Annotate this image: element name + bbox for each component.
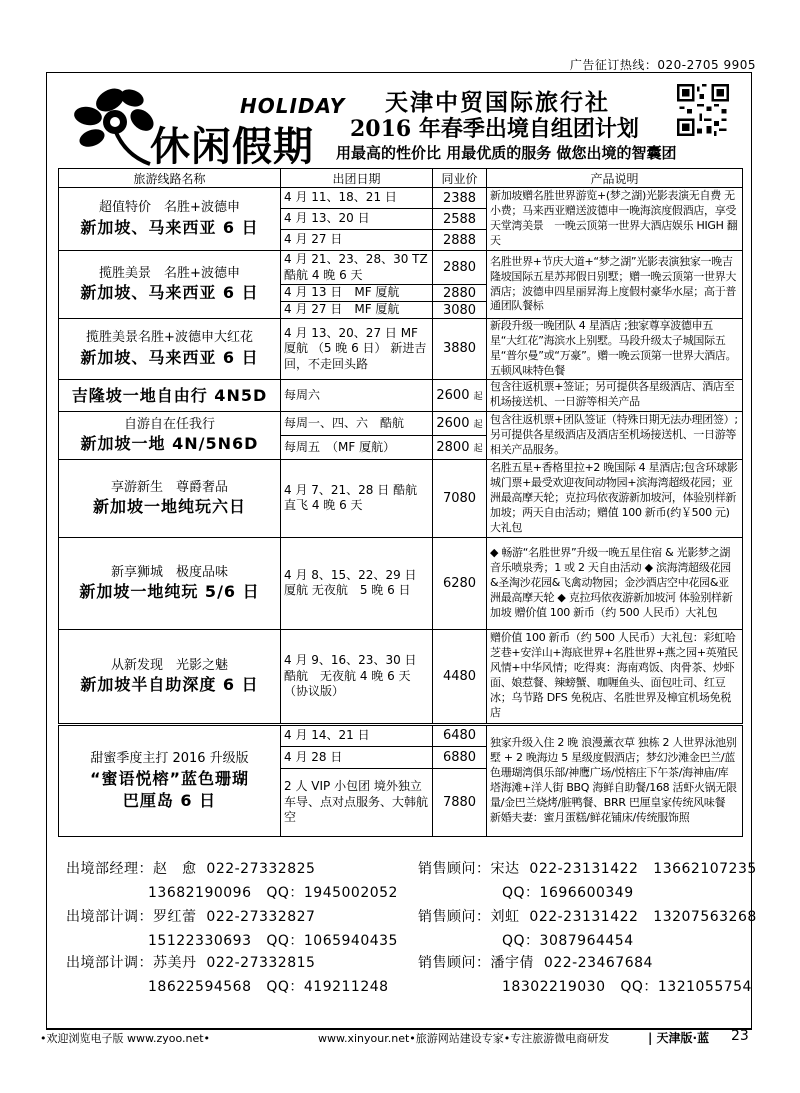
logo-holiday-text: HOLIDAY bbox=[240, 94, 346, 118]
route-title-line2: 巴厘岛 6 日 bbox=[122, 790, 217, 810]
route-title: 新加坡半自助深度 6 日 bbox=[80, 675, 259, 695]
route-title: 新加坡一地纯玩 5/6 日 bbox=[79, 582, 260, 602]
contact-qq: QQ：1065940435 bbox=[266, 933, 398, 949]
price-cell: 6480 bbox=[433, 724, 487, 746]
price-value: 2600 bbox=[436, 387, 470, 403]
route-subtitle: 甜蜜季度主打 2016 升级版 bbox=[90, 751, 249, 767]
page-title: 2016 年春季出境自组团计划 bbox=[350, 116, 639, 142]
contact-line bbox=[148, 882, 398, 902]
footer-edition: | 天津版·蓝 bbox=[648, 1031, 710, 1045]
contact-line bbox=[502, 930, 634, 950]
price-cell: 3080 bbox=[433, 302, 487, 319]
route-subtitle: 揽胜美景 名胜+波德申 bbox=[99, 265, 240, 281]
date-cell: 4 月 21、23、28、30 TZ 酷航 4 晚 6 天 bbox=[281, 251, 433, 285]
route-cell bbox=[59, 459, 281, 537]
contact-name: 罗红蕾 bbox=[153, 909, 197, 925]
contact-line bbox=[148, 930, 398, 950]
footer-divider bbox=[46, 1028, 752, 1029]
price-unit: 起 bbox=[473, 443, 483, 454]
contact-role: 出境部经理： bbox=[66, 861, 153, 877]
contact-qq: QQ：1945002052 bbox=[266, 885, 398, 901]
price-cell: 7080 bbox=[433, 459, 487, 537]
contact-mobile: 13662107235 bbox=[653, 861, 757, 877]
contact-tel: 022-27332815 bbox=[206, 955, 316, 971]
price-cell: 2880 bbox=[433, 251, 487, 285]
route-cell bbox=[59, 724, 281, 836]
footer-website-link[interactable]: •欢迎浏览电子版 www.zyoo.net• bbox=[40, 1032, 211, 1045]
price-cell: 7880 bbox=[433, 768, 487, 836]
route-subtitle: 揽胜美景名胜+波德申大红花 bbox=[86, 330, 253, 346]
route-cell bbox=[59, 537, 281, 629]
route-subtitle: 超值特价 名胜+波德申 bbox=[99, 200, 240, 216]
date-cell: 4 月 28 日 bbox=[281, 746, 433, 768]
slogan: 用最高的性价比 用最优质的服务 做您出境的智囊团 bbox=[336, 144, 677, 162]
header-route: 旅游线路名称 bbox=[59, 169, 281, 188]
date-cell: 4 月 8、15、22、29 日 厦航 无夜航 5 晚 6 日 bbox=[281, 537, 433, 629]
table-row bbox=[59, 188, 743, 209]
date-cell: 4 月 13、20 日 bbox=[281, 209, 433, 230]
contact-role: 销售顾问： bbox=[418, 955, 491, 971]
route-title: 新加坡、马来西亚 6 日 bbox=[80, 217, 259, 237]
contact-tel: 022-27332827 bbox=[206, 909, 316, 925]
table-header-row bbox=[59, 169, 743, 188]
price-value: 2800 bbox=[436, 439, 470, 455]
contact-mobile: 18302219030 bbox=[502, 979, 606, 995]
contact-mobile: 15122330693 bbox=[148, 933, 252, 949]
footer-promo-text: www.xinyour.net•旅游网站建设专家•专注旅游微电商研发 bbox=[318, 1032, 610, 1045]
ad-hotline: 广告征订热线：020-2705 9905 bbox=[569, 58, 756, 72]
contact-line bbox=[418, 858, 757, 878]
contact-mobile: 13682190096 bbox=[148, 885, 252, 901]
route-title: “蜜语悦榕”蓝色珊瑚 bbox=[89, 768, 250, 788]
price-cell: 6280 bbox=[433, 537, 487, 629]
date-cell: 4 月 14、21 日 bbox=[281, 724, 433, 746]
date-cell: 4 月 27 日 bbox=[281, 230, 433, 251]
table-row bbox=[59, 537, 743, 629]
contact-role: 出境部计调： bbox=[66, 909, 153, 925]
date-cell: 每周五 （MF 厦航） bbox=[281, 435, 433, 459]
price-cell bbox=[433, 435, 487, 459]
contact-role: 出境部计调： bbox=[66, 955, 153, 971]
contact-tel: 022-23131422 bbox=[529, 909, 639, 925]
contact-mobile: 18622594568 bbox=[148, 979, 252, 995]
contact-name: 宋达 bbox=[490, 861, 520, 877]
date-cell: 4 月 7、21、28 日 酷航直飞 4 晚 6 天 bbox=[281, 459, 433, 537]
route-cell bbox=[59, 188, 281, 251]
header-price: 同业价 bbox=[433, 169, 487, 188]
route-subtitle: 享游新生 尊爵奢品 bbox=[110, 479, 228, 495]
desc-cell: 新加坡赠名胜世界游览+(梦之湖)光影表演无自费 无小费；马来西亚赠送波德申一晚海滨度假酒店，享受天堂湾美景 一晚云顶第一世界大酒店娱乐 HIGH 翻天 bbox=[487, 188, 743, 251]
contact-tel: 022-27332825 bbox=[206, 861, 316, 877]
company-name: 天津中贸国际旅行社 bbox=[385, 89, 610, 116]
logo-chinese-text: 休闲假期 bbox=[150, 123, 314, 170]
contact-qq: QQ：1321055754 bbox=[620, 979, 752, 995]
contact-role: 销售顾问： bbox=[418, 909, 491, 925]
contact-line bbox=[148, 976, 389, 996]
price-unit: 起 bbox=[473, 419, 483, 430]
contact-line bbox=[66, 858, 315, 878]
table-row bbox=[59, 411, 743, 435]
contact-tel: 022-23467684 bbox=[543, 955, 653, 971]
contact-name: 赵 愈 bbox=[153, 861, 197, 877]
date-cell: 2 人 VIP 小包团 境外独立车导、点对点服务、大韩航空 bbox=[281, 768, 433, 836]
desc-cell: 包含往返机票+签证；另可提供各星级酒店、酒店至机场接送机、一日游等相关产品 bbox=[487, 379, 743, 411]
table-row bbox=[59, 629, 743, 724]
route-cell bbox=[59, 629, 281, 724]
route-cell bbox=[59, 411, 281, 459]
contact-tel: 022-23131422 bbox=[529, 861, 639, 877]
price-cell: 3880 bbox=[433, 319, 487, 380]
desc-cell: 新段升级一晚团队 4 星酒店 ;独家尊享波德申五星“大红花”海滨水上别墅。马段升级太子城国际五星“普尔曼”或“万豪”。赠一晚云顶第一世界大酒店。五顿风味特色餐 bbox=[487, 319, 743, 380]
date-cell: 每周六 bbox=[281, 379, 433, 411]
page-number: 23 bbox=[731, 1028, 749, 1044]
header-dates: 出团日期 bbox=[281, 169, 433, 188]
table-row bbox=[59, 459, 743, 537]
desc-cell: ◆ 畅游“名胜世界”升级一晚五星住宿 & 光影梦之湖音乐喷泉秀；1 或 2 天自由活动 ◆ 滨海湾超级花园&圣淘沙花园&飞禽动物园；金沙酒店空中花园&亚洲最高摩天轮 ◆ 克拉玛依夜游新加坡河 体验别样新加坡 赠价值 100 新币（约 500 人民币）大礼包 bbox=[487, 537, 743, 629]
date-cell: 每周一、四、六 酷航 bbox=[281, 411, 433, 435]
contact-line bbox=[66, 952, 315, 972]
contact-line bbox=[418, 952, 653, 972]
date-cell: 4 月 13 日 MF 厦航 bbox=[281, 285, 433, 302]
route-title: 新加坡、马来西亚 6 日 bbox=[80, 347, 259, 367]
contact-qq: QQ：3087964454 bbox=[502, 933, 634, 949]
table-row bbox=[59, 724, 743, 746]
price-cell: 2388 bbox=[433, 188, 487, 209]
contact-name: 刘虹 bbox=[490, 909, 520, 925]
contact-name: 潘宇倩 bbox=[490, 955, 534, 971]
route-cell bbox=[59, 319, 281, 380]
route-subtitle: 从新发现 光影之魅 bbox=[110, 657, 228, 673]
price-unit: 起 bbox=[473, 391, 483, 402]
contact-mobile: 13207563268 bbox=[653, 909, 757, 925]
date-cell: 4 月 9、16、23、30 日 酷航 无夜航 4 晚 6 天 （协议版） bbox=[281, 629, 433, 724]
route-subtitle: 新享狮城 极度品味 bbox=[110, 564, 228, 580]
date-cell: 4 月 11、18、21 日 bbox=[281, 188, 433, 209]
desc-cell: 名胜世界+节庆大道+“梦之湖”光影表演独家一晚吉隆坡国际五星苏邦假日别墅；赠一晚云顶第一世界大酒店；波德申四星丽昇海上度假村豪华水屋；高于普通团队餐标 bbox=[487, 251, 743, 319]
contact-line bbox=[502, 976, 752, 996]
header-desc: 产品说明 bbox=[487, 169, 743, 188]
price-cell: 2880 bbox=[433, 285, 487, 302]
contact-line bbox=[502, 882, 634, 902]
price-value: 2600 bbox=[436, 415, 470, 431]
route-cell bbox=[59, 251, 281, 319]
price-cell: 6880 bbox=[433, 746, 487, 768]
price-cell bbox=[433, 411, 487, 435]
contact-line bbox=[66, 906, 315, 926]
contact-role: 销售顾问： bbox=[418, 861, 491, 877]
desc-cell: 独家升级入住 2 晚 浪漫薰衣草 独栋 2 人世界泳池别墅 + 2 晚海边 5 星级度假酒店；梦幻沙滩金巴兰/蓝色珊瑚湾俱乐部/神鹰广场/悦榕庄下午茶/海神庙/库塔海滩+洋人街 BBQ 海鲜自助餐/168 活虾火锅无限量/金巴兰烧烤/脏鸭餐、BRR 巴厘皇家传统风味餐 新婚夫妻：蜜月蛋糕/鲜花铺床/传统服饰照 bbox=[487, 724, 743, 836]
desc-cell: 包含往返机票+团队签证（特殊日期无法办理团签）;另可提供各星级酒店及酒店至机场接送机、一日游等相关产品服务。 bbox=[487, 411, 743, 459]
date-cell: 4 月 27 日 MF 厦航 bbox=[281, 302, 433, 319]
route-title: 新加坡一地 4N/5N6D bbox=[80, 434, 259, 454]
contact-name: 苏美丹 bbox=[153, 955, 197, 971]
qr-code-icon bbox=[677, 84, 729, 136]
table-row bbox=[59, 319, 743, 380]
table-row bbox=[59, 379, 743, 411]
date-cell: 4 月 13、20、27 日 MF 厦航 （5 晚 6 日） 新进吉回，不走回头路 bbox=[281, 319, 433, 380]
contact-qq: QQ：419211248 bbox=[266, 979, 389, 995]
desc-cell: 名胜五星+香格里拉+2 晚国际 4 星酒店;包含环球影城门票+最受欢迎夜间动物园+滨海湾超级花园；亚洲最高摩天轮；克拉玛依夜游新加坡河，体验别样新加坡；两天自由活动；赠值 100 新币(约￥500 元)大礼包 bbox=[487, 459, 743, 537]
route-title: 吉隆坡一地自由行 4N5D bbox=[71, 385, 268, 405]
contact-qq: QQ：1696600349 bbox=[502, 885, 634, 901]
price-cell: 2888 bbox=[433, 230, 487, 251]
desc-cell: 赠价值 100 新币（约 500 人民币）大礼包：彩虹哈芝巷+安洋山+海底世界+名胜世界+燕之园+英殖民风情+中华风情；吃得爽：海南鸡饭、肉骨茶、炒虾面、娘惹餐、辣螃蟹、咖喱鱼头、面包吐司、红豆冰；乌节路 DFS 免税店、名胜世界及樟宜机场免税店 bbox=[487, 629, 743, 724]
price-cell: 4480 bbox=[433, 629, 487, 724]
price-cell: 2588 bbox=[433, 209, 487, 230]
route-subtitle: 自游自在任我行 bbox=[123, 416, 215, 432]
table-row bbox=[59, 251, 743, 285]
price-cell bbox=[433, 379, 487, 411]
tour-table bbox=[58, 168, 743, 837]
contact-line bbox=[418, 906, 757, 926]
route-title: 新加坡一地纯玩六日 bbox=[92, 497, 246, 517]
route-cell bbox=[59, 379, 281, 411]
route-title: 新加坡、马来西亚 6 日 bbox=[80, 283, 259, 303]
